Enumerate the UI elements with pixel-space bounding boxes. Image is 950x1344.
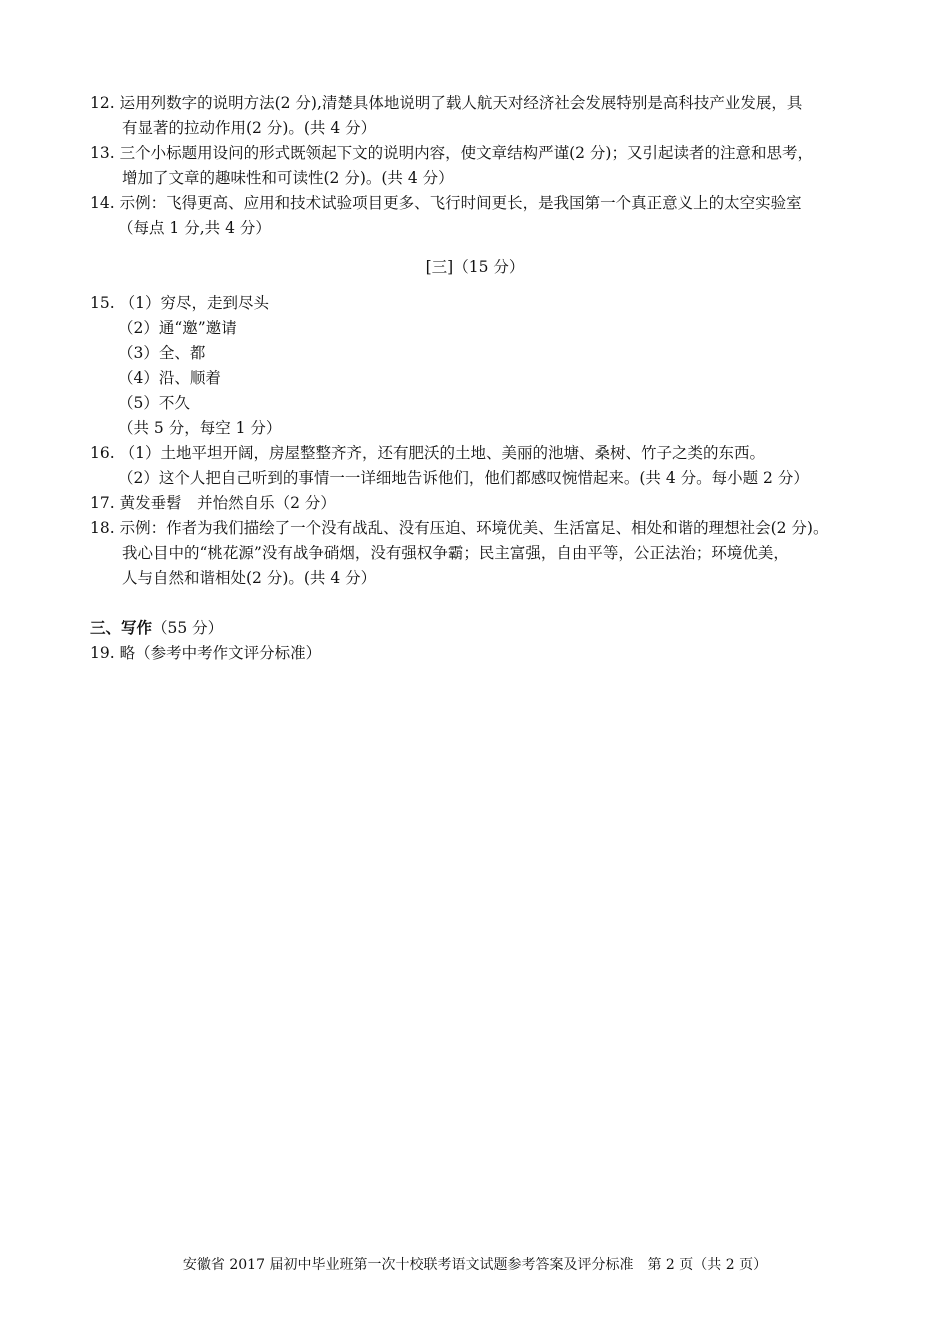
q18-text: 示例：作者为我们描绘了一个没有战乱、没有压迫、环境优美、生活富足、相处和谐的理想社会(2 分)。 [119, 519, 829, 537]
q18-line2: 我心目中的“桃花源”没有战争硝烟，没有强权争霸；民主富强，自由平等，公正法治；环境优美， [122, 544, 789, 562]
q13-line2: 增加了文章的趣味性和可读性(2 分)。(共 4 分） [122, 169, 454, 187]
q15-number: 15. [90, 294, 115, 312]
q15-answer-4: （4）沿、顺着 [118, 369, 221, 387]
q14-line1 [90, 193, 802, 213]
q15-line1 [90, 293, 269, 313]
q17-number: 17. [90, 494, 115, 512]
q17-text: 黄发垂髫 并怡然自乐（2 分） [119, 494, 336, 512]
q19-line [90, 643, 321, 663]
q16-number: 16. [90, 444, 115, 462]
q19-text: 略（参考中考作文评分标准） [119, 644, 322, 662]
q12-number: 12. [90, 94, 115, 112]
q15-answer-3: （3）全、都 [118, 344, 206, 362]
q13-line1 [90, 143, 813, 163]
writing-heading [90, 618, 223, 638]
q15-answer-2: （2）通“邀”邀请 [118, 319, 237, 337]
q15-answer-1: （1）穷尽，走到尽头 [119, 294, 269, 312]
q13-text: 三个小标题用设问的形式既领起下文的说明内容，使文章结构严谨(2 分)；又引起读者的注意和思考， [119, 144, 813, 162]
q12-line2: 有显著的拉动作用(2 分)。(共 4 分） [122, 119, 377, 137]
q16-text: （1）土地平坦开阔，房屋整整齐齐，还有肥沃的土地、美丽的池塘、桑树、竹子之类的东西。 [119, 444, 765, 462]
q18-number: 18. [90, 519, 115, 537]
q12-text: 运用列数字的说明方法(2 分),清楚具体地说明了载人航天对经济社会发展特别是高科技产业发展，具 [119, 94, 803, 112]
writing-score: （55 分） [152, 619, 224, 637]
q16-line2: （2）这个人把自己听到的事情一一详细地告诉他们，他们都感叹惋惜起来。(共 4 分。每小题 2 分） [118, 469, 809, 487]
q14-line2: （每点 1 分,共 4 分） [118, 219, 271, 237]
q15-score: （共 5 分，每空 1 分） [118, 419, 282, 437]
q19-number: 19. [90, 644, 115, 662]
page-footer: 安徽省 2017 届初中毕业班第一次十校联考语文试题参考答案及评分标准 第 2 页（共 2 页） [182, 1257, 768, 1273]
q16-line1 [90, 443, 765, 463]
q18-line1 [90, 518, 828, 538]
writing-title: 三、写作 [90, 618, 153, 637]
q18-line3: 人与自然和谐相处(2 分)。(共 4 分） [122, 569, 377, 587]
q12-line1 [90, 93, 802, 113]
section-heading: [三]（15 分） [425, 258, 525, 276]
q13-number: 13. [90, 144, 115, 162]
q14-text: 示例：飞得更高、应用和技术试验项目更多、飞行时间更长，是我国第一个真正意义上的太空实验室 [119, 194, 802, 212]
q17-line [90, 493, 336, 513]
q15-answer-5: （5）不久 [118, 394, 190, 412]
q14-number: 14. [90, 194, 115, 212]
